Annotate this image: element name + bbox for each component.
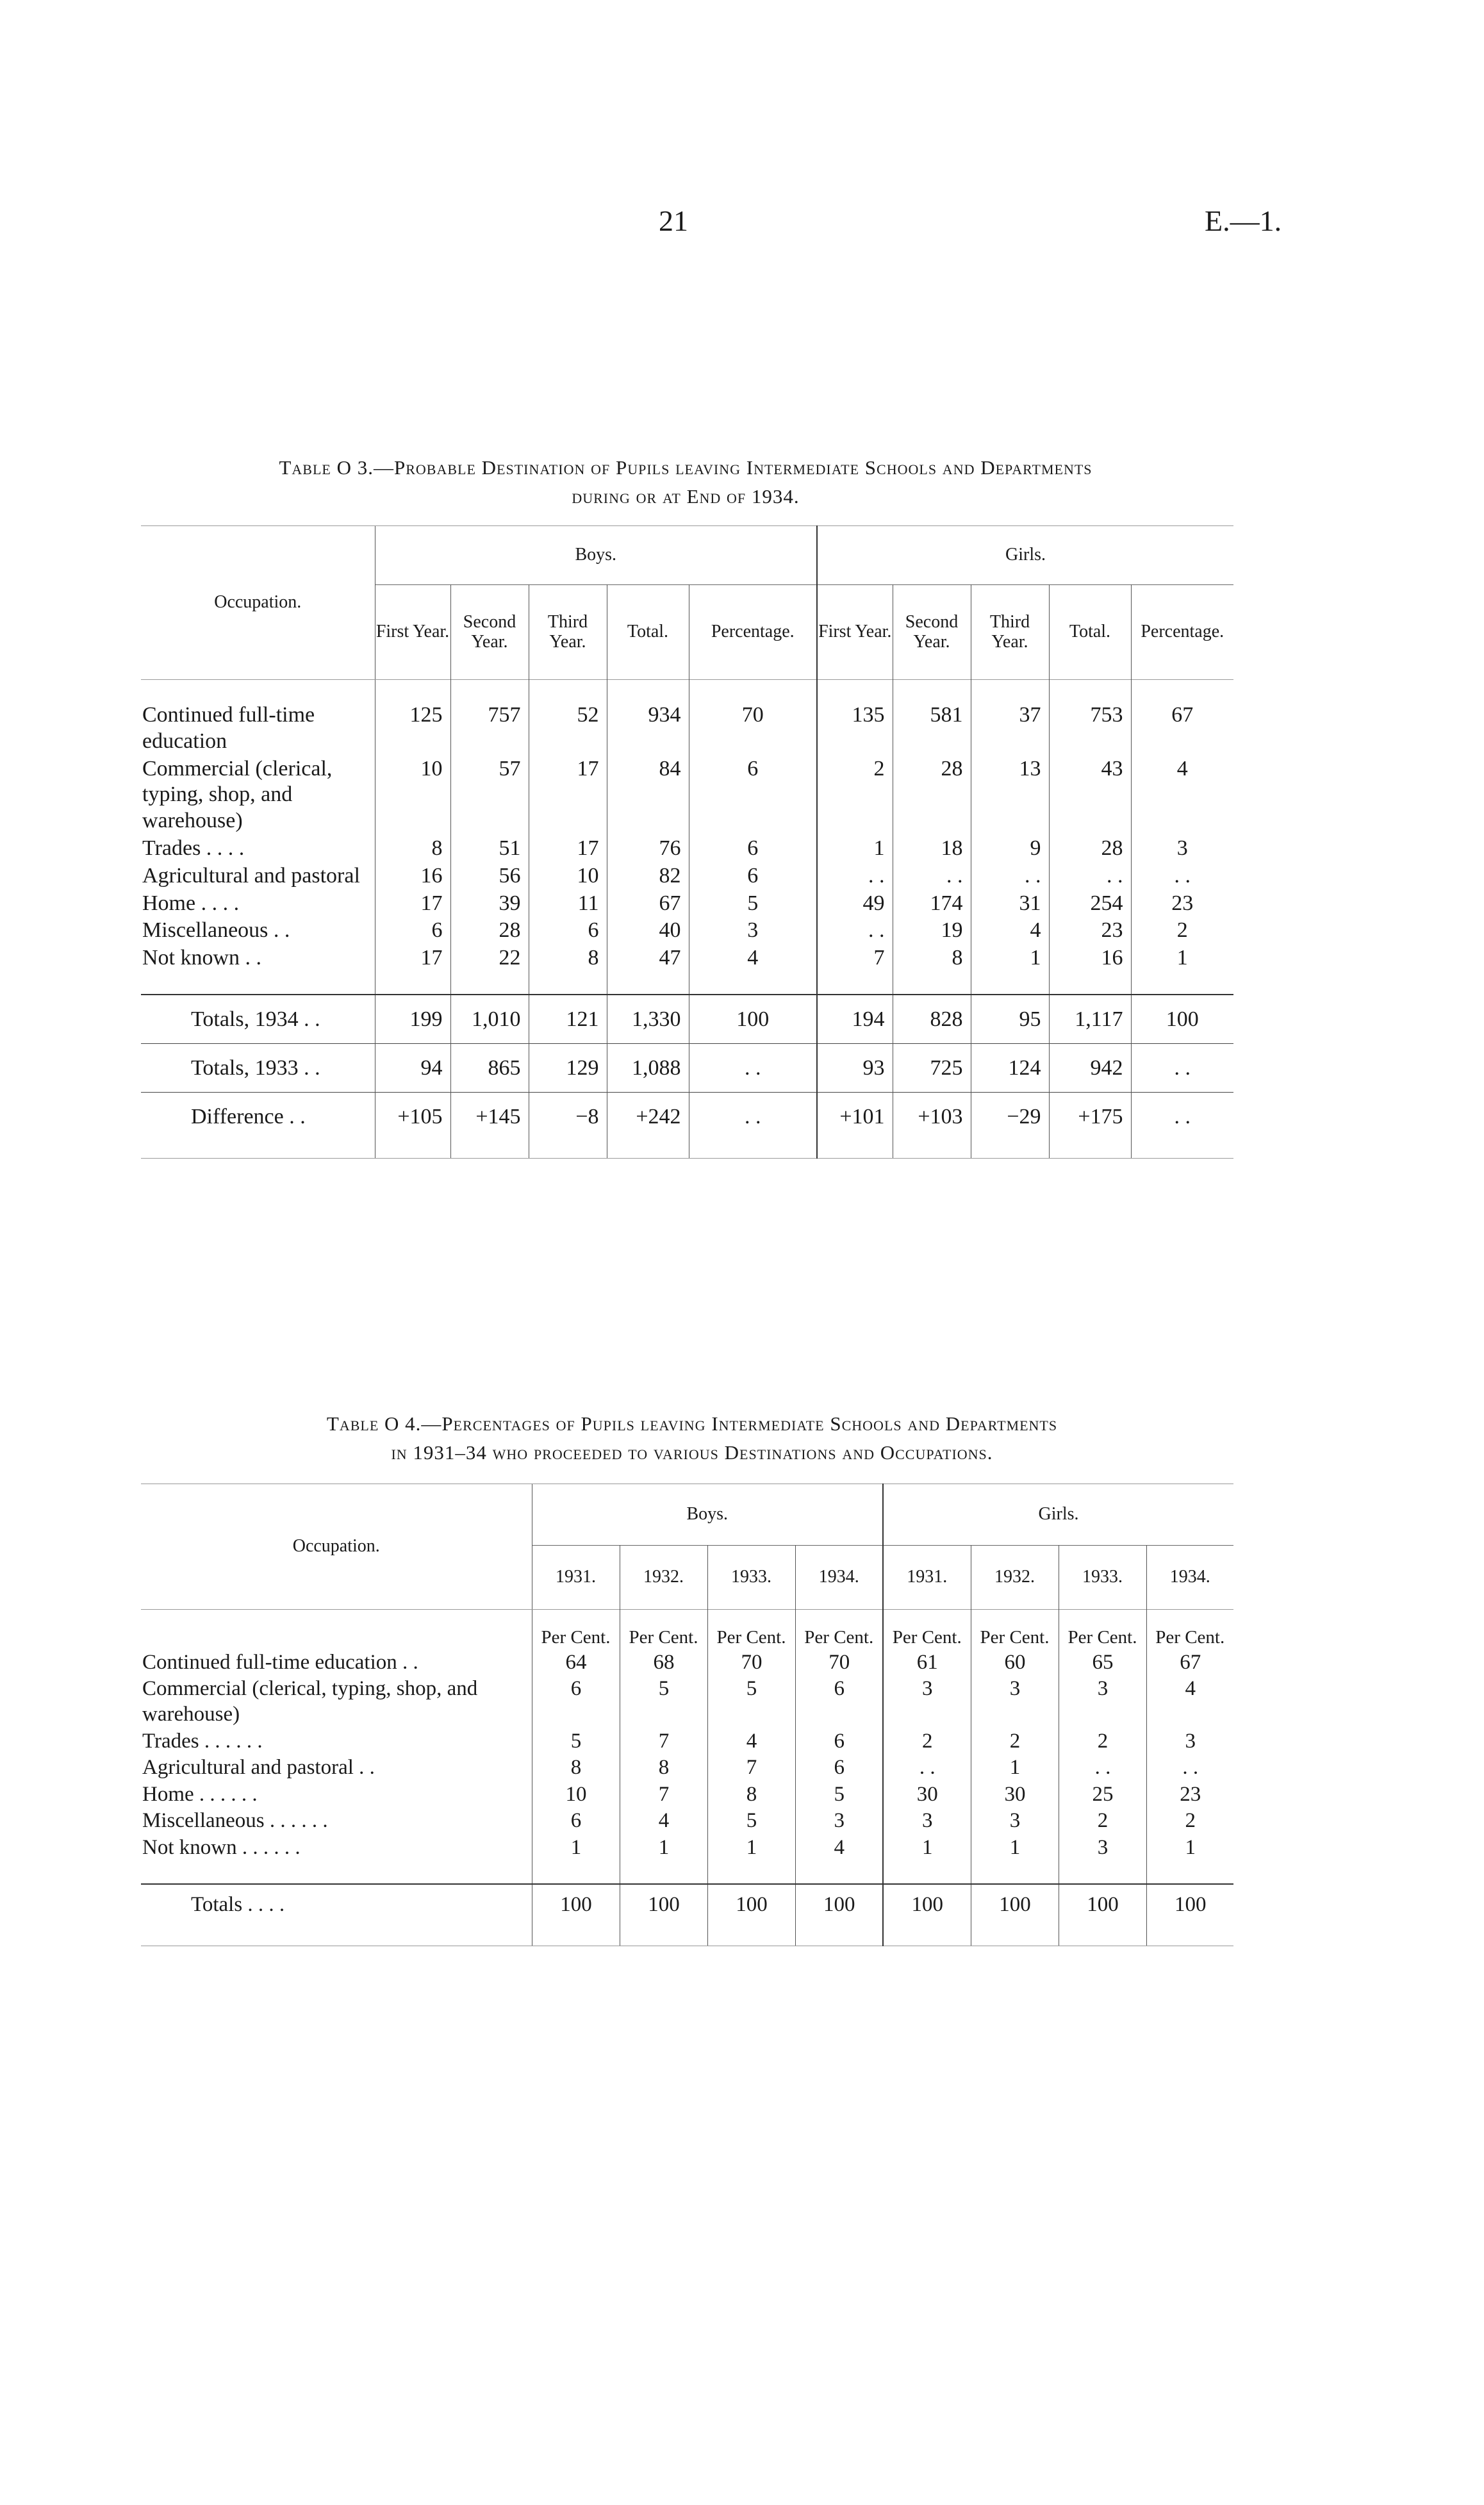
cell: 17 bbox=[375, 890, 450, 918]
cell: 10 bbox=[532, 1782, 620, 1808]
cell: 2 bbox=[1059, 1728, 1146, 1755]
cell: 3 bbox=[1146, 1728, 1233, 1755]
cell: 828 bbox=[893, 995, 971, 1043]
row-label: Totals, 1934 . . bbox=[141, 995, 375, 1043]
cell: 30 bbox=[883, 1782, 971, 1808]
cell: 3 bbox=[883, 1808, 971, 1835]
cell: 753 bbox=[1049, 702, 1131, 756]
cell: 31 bbox=[971, 890, 1049, 918]
table-row bbox=[141, 1755, 1233, 1782]
cell: 10 bbox=[529, 863, 607, 890]
row-label: Home . . . . . . bbox=[142, 1782, 258, 1806]
cell: 39 bbox=[450, 890, 529, 918]
cell: . . bbox=[1131, 1092, 1233, 1140]
cell: 93 bbox=[817, 1043, 893, 1092]
cell: 1 bbox=[817, 835, 893, 863]
cell: 70 bbox=[689, 702, 817, 756]
cell: . . bbox=[893, 863, 971, 890]
cell: 52 bbox=[529, 702, 607, 756]
cell: 3 bbox=[1131, 835, 1233, 863]
boys-year-header: 1934. bbox=[795, 1546, 883, 1610]
cell: 76 bbox=[607, 835, 689, 863]
cell: 934 bbox=[607, 702, 689, 756]
cell: 5 bbox=[620, 1676, 707, 1728]
cell: 13 bbox=[971, 756, 1049, 835]
cell: . . bbox=[817, 917, 893, 945]
table-row bbox=[141, 756, 1233, 835]
unit-label: Per Cent. bbox=[971, 1610, 1059, 1649]
unit-label: Per Cent. bbox=[620, 1610, 707, 1649]
cell: 4 bbox=[1131, 756, 1233, 835]
cell: 61 bbox=[883, 1649, 971, 1676]
table-o3 bbox=[141, 525, 1233, 1159]
boys-first-year-header: First Year. bbox=[375, 585, 450, 680]
cell: 8 bbox=[529, 945, 607, 972]
table-o4-caption-line1: Table O 4.—Percentages of Pupils leaving Intermediate Schools and Departments bbox=[326, 1412, 1058, 1435]
cell: 57 bbox=[450, 756, 529, 835]
cell: 6 bbox=[689, 863, 817, 890]
cell: −29 bbox=[971, 1092, 1049, 1140]
boys-year-header: 1933. bbox=[707, 1546, 795, 1610]
cell: 28 bbox=[450, 917, 529, 945]
cell: 100 bbox=[1131, 995, 1233, 1043]
row-label: Totals . . . . bbox=[141, 1884, 532, 1928]
row-label: Miscellaneous . . . . . . bbox=[142, 1809, 328, 1833]
cell: 18 bbox=[893, 835, 971, 863]
cell: 4 bbox=[689, 945, 817, 972]
table-o4-caption bbox=[167, 1410, 1217, 1467]
row-label: Continued full-time education . . bbox=[142, 1650, 418, 1674]
cell: 100 bbox=[620, 1884, 707, 1928]
cell: 100 bbox=[971, 1884, 1059, 1928]
cell: 1 bbox=[1131, 945, 1233, 972]
cell: 67 bbox=[1146, 1649, 1233, 1676]
row-label: Totals, 1933 . . bbox=[141, 1043, 375, 1092]
cell: 28 bbox=[1049, 835, 1131, 863]
cell: . . bbox=[817, 863, 893, 890]
row-label: Continued full-time education bbox=[142, 703, 315, 753]
cell: 199 bbox=[375, 995, 450, 1043]
table-row bbox=[141, 945, 1233, 972]
cell: 7 bbox=[817, 945, 893, 972]
table-row bbox=[141, 863, 1233, 890]
girls-year-header: 1931. bbox=[883, 1546, 971, 1610]
cell: 1 bbox=[971, 945, 1049, 972]
occupation-header: Occupation. bbox=[141, 526, 375, 680]
unit-label: Per Cent. bbox=[883, 1610, 971, 1649]
totals-1933-row bbox=[141, 1043, 1233, 1092]
cell: 28 bbox=[893, 756, 971, 835]
girls-header: Girls. bbox=[817, 526, 1233, 585]
table-o4-caption-line2: in 1931–34 who proceeded to various Destinations and Occupations. bbox=[391, 1441, 993, 1464]
cell: 16 bbox=[375, 863, 450, 890]
cell: 84 bbox=[607, 756, 689, 835]
cell: 5 bbox=[795, 1782, 883, 1808]
cell: 51 bbox=[450, 835, 529, 863]
cell: 1,088 bbox=[607, 1043, 689, 1092]
cell: +175 bbox=[1049, 1092, 1131, 1140]
boys-header: Boys. bbox=[375, 526, 817, 585]
cell: 22 bbox=[450, 945, 529, 972]
cell: 1 bbox=[971, 1835, 1059, 1862]
table-o4 bbox=[141, 1484, 1233, 1946]
cell: 17 bbox=[375, 945, 450, 972]
cell: 6 bbox=[795, 1755, 883, 1782]
cell: 6 bbox=[689, 756, 817, 835]
cell: 67 bbox=[1131, 702, 1233, 756]
cell: 82 bbox=[607, 863, 689, 890]
table-o3-caption-line1: Table O 3.—Probable Destination of Pupils leaving Intermediate Schools and Departments bbox=[279, 456, 1092, 479]
cell: 17 bbox=[529, 835, 607, 863]
boys-header: Boys. bbox=[532, 1484, 883, 1546]
cell: 95 bbox=[971, 995, 1049, 1043]
boys-second-year-header: Second Year. bbox=[450, 585, 529, 680]
unit-row bbox=[141, 1610, 1233, 1649]
row-label: Commercial (clerical, typing, shop, and warehouse) bbox=[142, 1677, 478, 1726]
cell: 1 bbox=[707, 1835, 795, 1862]
cell: . . bbox=[689, 1092, 817, 1140]
table-row bbox=[141, 1676, 1233, 1728]
cell: 124 bbox=[971, 1043, 1049, 1092]
cell: 8 bbox=[620, 1755, 707, 1782]
cell: 17 bbox=[529, 756, 607, 835]
boys-third-year-header: Third Year. bbox=[529, 585, 607, 680]
cell: +103 bbox=[893, 1092, 971, 1140]
table-row bbox=[141, 890, 1233, 918]
cell: 67 bbox=[607, 890, 689, 918]
totals-row bbox=[141, 1884, 1233, 1928]
girls-first-year-header: First Year. bbox=[817, 585, 893, 680]
table-row bbox=[141, 1728, 1233, 1755]
unit-label: Per Cent. bbox=[795, 1610, 883, 1649]
row-label: Miscellaneous . . bbox=[142, 918, 290, 943]
table-row bbox=[141, 1808, 1233, 1835]
cell: 865 bbox=[450, 1043, 529, 1092]
girls-year-header: 1934. bbox=[1146, 1546, 1233, 1610]
cell: 5 bbox=[532, 1728, 620, 1755]
cell: 6 bbox=[375, 917, 450, 945]
cell: 1 bbox=[620, 1835, 707, 1862]
cell: 4 bbox=[795, 1835, 883, 1862]
cell: 581 bbox=[893, 702, 971, 756]
cell: . . bbox=[1131, 863, 1233, 890]
cell: 100 bbox=[532, 1884, 620, 1928]
page-reference: E.—1. bbox=[1205, 204, 1282, 237]
row-label: Difference . . bbox=[141, 1092, 375, 1140]
boys-year-header: 1931. bbox=[532, 1546, 620, 1610]
cell: 11 bbox=[529, 890, 607, 918]
cell: 4 bbox=[620, 1808, 707, 1835]
cell: . . bbox=[689, 1043, 817, 1092]
cell: 5 bbox=[707, 1676, 795, 1728]
cell: 942 bbox=[1049, 1043, 1131, 1092]
page-number: 21 bbox=[659, 204, 688, 237]
table-row bbox=[141, 1782, 1233, 1808]
cell: 3 bbox=[1059, 1676, 1146, 1728]
cell: 6 bbox=[795, 1676, 883, 1728]
girls-year-header: 1932. bbox=[971, 1546, 1059, 1610]
cell: 100 bbox=[689, 995, 817, 1043]
row-label: Not known . . bbox=[142, 946, 262, 970]
cell: 3 bbox=[883, 1676, 971, 1728]
cell: 7 bbox=[620, 1728, 707, 1755]
row-label: Home . . . . bbox=[142, 891, 240, 915]
cell: . . bbox=[1146, 1755, 1233, 1782]
cell: 1,117 bbox=[1049, 995, 1131, 1043]
row-label: Agricultural and pastoral . . bbox=[142, 1756, 375, 1780]
cell: . . bbox=[971, 863, 1049, 890]
cell: 3 bbox=[971, 1808, 1059, 1835]
cell: 8 bbox=[707, 1782, 795, 1808]
cell: 70 bbox=[707, 1649, 795, 1676]
cell: 4 bbox=[1146, 1676, 1233, 1728]
unit-label: Per Cent. bbox=[532, 1610, 620, 1649]
cell: 6 bbox=[795, 1728, 883, 1755]
girls-header: Girls. bbox=[883, 1484, 1233, 1546]
girls-percentage-header: Percentage. bbox=[1131, 585, 1233, 680]
cell: 757 bbox=[450, 702, 529, 756]
cell: 2 bbox=[883, 1728, 971, 1755]
cell: 3 bbox=[689, 917, 817, 945]
cell: 30 bbox=[971, 1782, 1059, 1808]
cell: 1,010 bbox=[450, 995, 529, 1043]
cell: +105 bbox=[375, 1092, 450, 1140]
cell: 37 bbox=[971, 702, 1049, 756]
cell: 6 bbox=[689, 835, 817, 863]
cell: −8 bbox=[529, 1092, 607, 1140]
cell: 4 bbox=[707, 1728, 795, 1755]
cell: 68 bbox=[620, 1649, 707, 1676]
cell: 174 bbox=[893, 890, 971, 918]
cell: 47 bbox=[607, 945, 689, 972]
cell: 3 bbox=[795, 1808, 883, 1835]
girls-second-year-header: Second Year. bbox=[893, 585, 971, 680]
cell: 5 bbox=[689, 890, 817, 918]
unit-label: Per Cent. bbox=[707, 1610, 795, 1649]
cell: 725 bbox=[893, 1043, 971, 1092]
cell: 65 bbox=[1059, 1649, 1146, 1676]
cell: 2 bbox=[1131, 917, 1233, 945]
totals-1934-row bbox=[141, 995, 1233, 1043]
cell: 6 bbox=[532, 1676, 620, 1728]
unit-label: Per Cent. bbox=[1146, 1610, 1233, 1649]
cell: 23 bbox=[1049, 917, 1131, 945]
cell: 70 bbox=[795, 1649, 883, 1676]
occupation-header: Occupation. bbox=[141, 1484, 532, 1610]
cell: 49 bbox=[817, 890, 893, 918]
cell: +145 bbox=[450, 1092, 529, 1140]
cell: 94 bbox=[375, 1043, 450, 1092]
cell: 9 bbox=[971, 835, 1049, 863]
cell: 254 bbox=[1049, 890, 1131, 918]
cell: 2 bbox=[1059, 1808, 1146, 1835]
cell: 2 bbox=[817, 756, 893, 835]
cell: 6 bbox=[532, 1808, 620, 1835]
cell: 1 bbox=[532, 1835, 620, 1862]
row-label: Agricultural and pastoral bbox=[142, 863, 360, 888]
cell: 100 bbox=[1146, 1884, 1233, 1928]
table-row bbox=[141, 835, 1233, 863]
cell: 1 bbox=[1146, 1835, 1233, 1862]
cell: 16 bbox=[1049, 945, 1131, 972]
cell: 129 bbox=[529, 1043, 607, 1092]
cell: 1,330 bbox=[607, 995, 689, 1043]
boys-total-header: Total. bbox=[607, 585, 689, 680]
girls-total-header: Total. bbox=[1049, 585, 1131, 680]
cell: 56 bbox=[450, 863, 529, 890]
cell: . . bbox=[883, 1755, 971, 1782]
cell: . . bbox=[1131, 1043, 1233, 1092]
cell: 7 bbox=[620, 1782, 707, 1808]
difference-row bbox=[141, 1092, 1233, 1140]
cell: 4 bbox=[971, 917, 1049, 945]
cell: 100 bbox=[707, 1884, 795, 1928]
cell: 194 bbox=[817, 995, 893, 1043]
cell: 40 bbox=[607, 917, 689, 945]
cell: 23 bbox=[1131, 890, 1233, 918]
cell: 2 bbox=[971, 1728, 1059, 1755]
table-row bbox=[141, 1835, 1233, 1862]
table-o3-caption bbox=[128, 454, 1243, 511]
cell: 8 bbox=[893, 945, 971, 972]
cell: 3 bbox=[971, 1676, 1059, 1728]
cell: 100 bbox=[1059, 1884, 1146, 1928]
cell: 1 bbox=[971, 1755, 1059, 1782]
cell: 2 bbox=[1146, 1808, 1233, 1835]
cell: 25 bbox=[1059, 1782, 1146, 1808]
cell: 125 bbox=[375, 702, 450, 756]
cell: 23 bbox=[1146, 1782, 1233, 1808]
cell: . . bbox=[1059, 1755, 1146, 1782]
cell: 135 bbox=[817, 702, 893, 756]
table-row bbox=[141, 917, 1233, 945]
cell: 8 bbox=[375, 835, 450, 863]
cell: 100 bbox=[795, 1884, 883, 1928]
row-label: Commercial (clerical, typing, shop, and warehouse) bbox=[142, 756, 333, 833]
cell: 1 bbox=[883, 1835, 971, 1862]
boys-year-header: 1932. bbox=[620, 1546, 707, 1610]
table-row bbox=[141, 1649, 1233, 1676]
row-label: Trades . . . . . . bbox=[142, 1729, 263, 1753]
girls-third-year-header: Third Year. bbox=[971, 585, 1049, 680]
cell: 121 bbox=[529, 995, 607, 1043]
cell: +101 bbox=[817, 1092, 893, 1140]
cell: 64 bbox=[532, 1649, 620, 1676]
row-label: Not known . . . . . . bbox=[142, 1835, 301, 1859]
cell: +242 bbox=[607, 1092, 689, 1140]
unit-label: Per Cent. bbox=[1059, 1610, 1146, 1649]
table-o3-caption-line2: during or at End of 1934. bbox=[572, 484, 800, 508]
cell: 43 bbox=[1049, 756, 1131, 835]
cell: 19 bbox=[893, 917, 971, 945]
row-label: Trades . . . . bbox=[142, 836, 245, 860]
cell: 5 bbox=[707, 1808, 795, 1835]
cell: . . bbox=[1049, 863, 1131, 890]
table-row bbox=[141, 702, 1233, 756]
cell: 7 bbox=[707, 1755, 795, 1782]
cell: 100 bbox=[883, 1884, 971, 1928]
cell: 8 bbox=[532, 1755, 620, 1782]
cell: 6 bbox=[529, 917, 607, 945]
girls-year-header: 1933. bbox=[1059, 1546, 1146, 1610]
boys-percentage-header: Percentage. bbox=[689, 585, 817, 680]
cell: 3 bbox=[1059, 1835, 1146, 1862]
cell: 60 bbox=[971, 1649, 1059, 1676]
cell: 10 bbox=[375, 756, 450, 835]
